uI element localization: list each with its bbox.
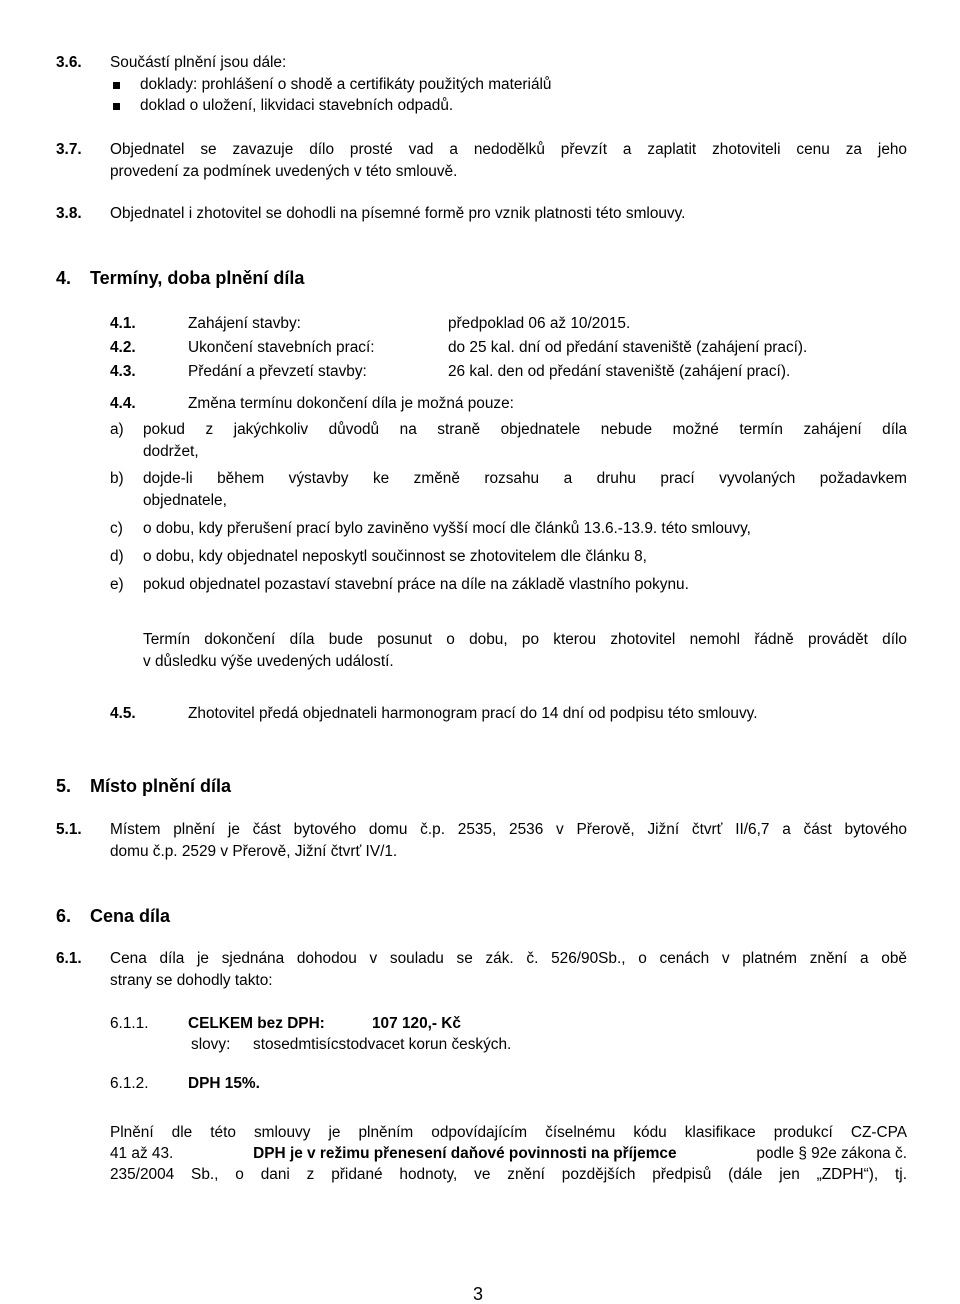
text-span: 41 až 43. — [110, 1145, 174, 1162]
section-number: 6.1.2. — [110, 1075, 149, 1092]
heading-title: Místo plnění díla — [90, 776, 232, 796]
section-text — [110, 819, 907, 841]
list-item: pokud objednatel pozastaví stavební práce na díle na základě vlastního pokynu. — [143, 576, 689, 593]
text-line: Plnění dle této smlouvy je plněním odpovídajícím číselnému kódu klasifikace produkcí CZ-CPA — [110, 1124, 907, 1141]
section-number: 4.1. — [110, 315, 136, 332]
section-number: 5.1. — [56, 821, 82, 838]
heading-title: Termíny, doba plnění díla — [90, 268, 305, 288]
text-line: strany se dohodly takto: — [110, 972, 273, 989]
text-span: podle § 92e zákona č. — [756, 1145, 907, 1162]
row-label: Zahájení stavby: — [188, 315, 301, 332]
price-value: 107 120,- Kč — [372, 1015, 461, 1032]
row-value: předpoklad 06 až 10/2015. — [448, 315, 631, 332]
note-paragraph — [143, 629, 907, 651]
list-item: o dobu, kdy objednatel neposkytl součinnost se zhotovitelem dle článku 8, — [143, 548, 647, 565]
section-number: 6.1. — [56, 950, 82, 967]
list-item: o dobu, kdy přerušení prací bylo zaviněno vyšší mocí dle článků 13.6.-13.9. této smlouvy, — [143, 520, 751, 537]
square-bullet-icon — [113, 82, 120, 89]
text-line: pokud z jakýchkoliv důvodů na straně objednatele nebude možné termín zahájení díla — [143, 421, 907, 438]
section-text: Objednatel i zhotovitel se dohodli na písemné formě pro vznik platnosti této smlouvy. — [110, 205, 686, 222]
section-number: 3.8. — [56, 205, 82, 222]
vat-rate: DPH 15%. — [188, 1075, 260, 1092]
section-text: Zhotovitel předá objednateli harmonogram prací do 14 dní od podpisu této smlouvy. — [188, 705, 758, 722]
list-marker: d) — [110, 548, 124, 565]
row-value: do 25 kal. dní od předání staveniště (zahájení prací). — [448, 339, 808, 356]
text-line: provedení za podmínek uvedených v této smlouvě. — [110, 163, 458, 180]
text-line: domu č.p. 2529 v Přerově, Jižní čtvrť IV/1. — [110, 843, 398, 860]
text-line: objednatele, — [143, 492, 227, 509]
reverse-charge-text: DPH je v režimu přenesení daňové povinnosti na příjemce — [253, 1145, 677, 1162]
section-number: 3.7. — [56, 141, 82, 158]
words-label: slovy: — [191, 1036, 231, 1053]
final-paragraph-line2 — [110, 1143, 907, 1165]
final-paragraph-line3 — [110, 1164, 907, 1186]
list-marker: a) — [110, 421, 124, 438]
section-text — [110, 948, 907, 970]
text-line: Termín dokončení díla bude posunut o dobu, po kterou zhotovitel nemohl řádně provádět dílo — [143, 631, 907, 648]
section-number: 4.4. — [110, 395, 136, 412]
bullet-item: doklady: prohlášení o shodě a certifikáty použitých materiálů — [140, 76, 552, 93]
heading-number: 4. — [56, 268, 72, 288]
text-line: dojde-li během výstavby ke změně rozsahu a druhu prací vyvolaných požadavkem — [143, 470, 907, 487]
section-text: Součástí plnění jsou dále: — [110, 54, 287, 71]
list-marker: b) — [110, 470, 124, 487]
square-bullet-icon — [113, 103, 120, 110]
row-label: Předání a převzetí stavby: — [188, 363, 367, 380]
text-line: dodržet, — [143, 443, 199, 460]
text-line: Místem plnění je část bytového domu č.p. 2535, 2536 v Přerově, Jižní čtvrť II/6,7 a část bytového — [110, 821, 907, 838]
price-in-words: stosedmtisícstodvacet korun českých. — [253, 1036, 512, 1053]
text-line: v důsledku výše uvedených událostí. — [143, 653, 394, 670]
list-item — [143, 419, 907, 441]
bullet-item: doklad o uložení, likvidaci stavebních odpadů. — [140, 97, 454, 114]
section-text — [110, 139, 907, 161]
list-item — [143, 468, 907, 490]
row-label: Ukončení stavebních prací: — [188, 339, 375, 356]
section-number: 6.1.1. — [110, 1015, 149, 1032]
section-number: 3.6. — [56, 54, 82, 71]
section-number: 4.2. — [110, 339, 136, 356]
final-paragraph — [110, 1122, 907, 1144]
price-label: CELKEM bez DPH: — [188, 1015, 325, 1032]
section-number: 4.3. — [110, 363, 136, 380]
heading-number: 5. — [56, 776, 72, 796]
list-marker: c) — [110, 520, 123, 537]
heading-number: 6. — [56, 906, 72, 926]
text-line: Objednatel se zavazuje dílo prosté vad a nedodělků převzít a zaplatit zhotoviteli cenu za jeho — [110, 141, 907, 158]
heading-title: Cena díla — [90, 906, 171, 926]
section-number: 4.5. — [110, 705, 136, 722]
text-line: 235/2004 Sb., o dani z přidané hodnoty, ve znění pozdějších předpisů (dále jen „ZDPH“), tj. — [110, 1166, 907, 1183]
section-text: Změna termínu dokončení díla je možná pouze: — [188, 395, 514, 412]
row-value: 26 kal. den od předání staveniště (zahájení prací). — [448, 363, 791, 380]
page-number: 3 — [473, 1284, 484, 1304]
text-line: Cena díla je sjednána dohodou v souladu se zák. č. 526/90Sb., o cenách v platném znění a obě — [110, 950, 907, 967]
list-marker: e) — [110, 576, 124, 593]
